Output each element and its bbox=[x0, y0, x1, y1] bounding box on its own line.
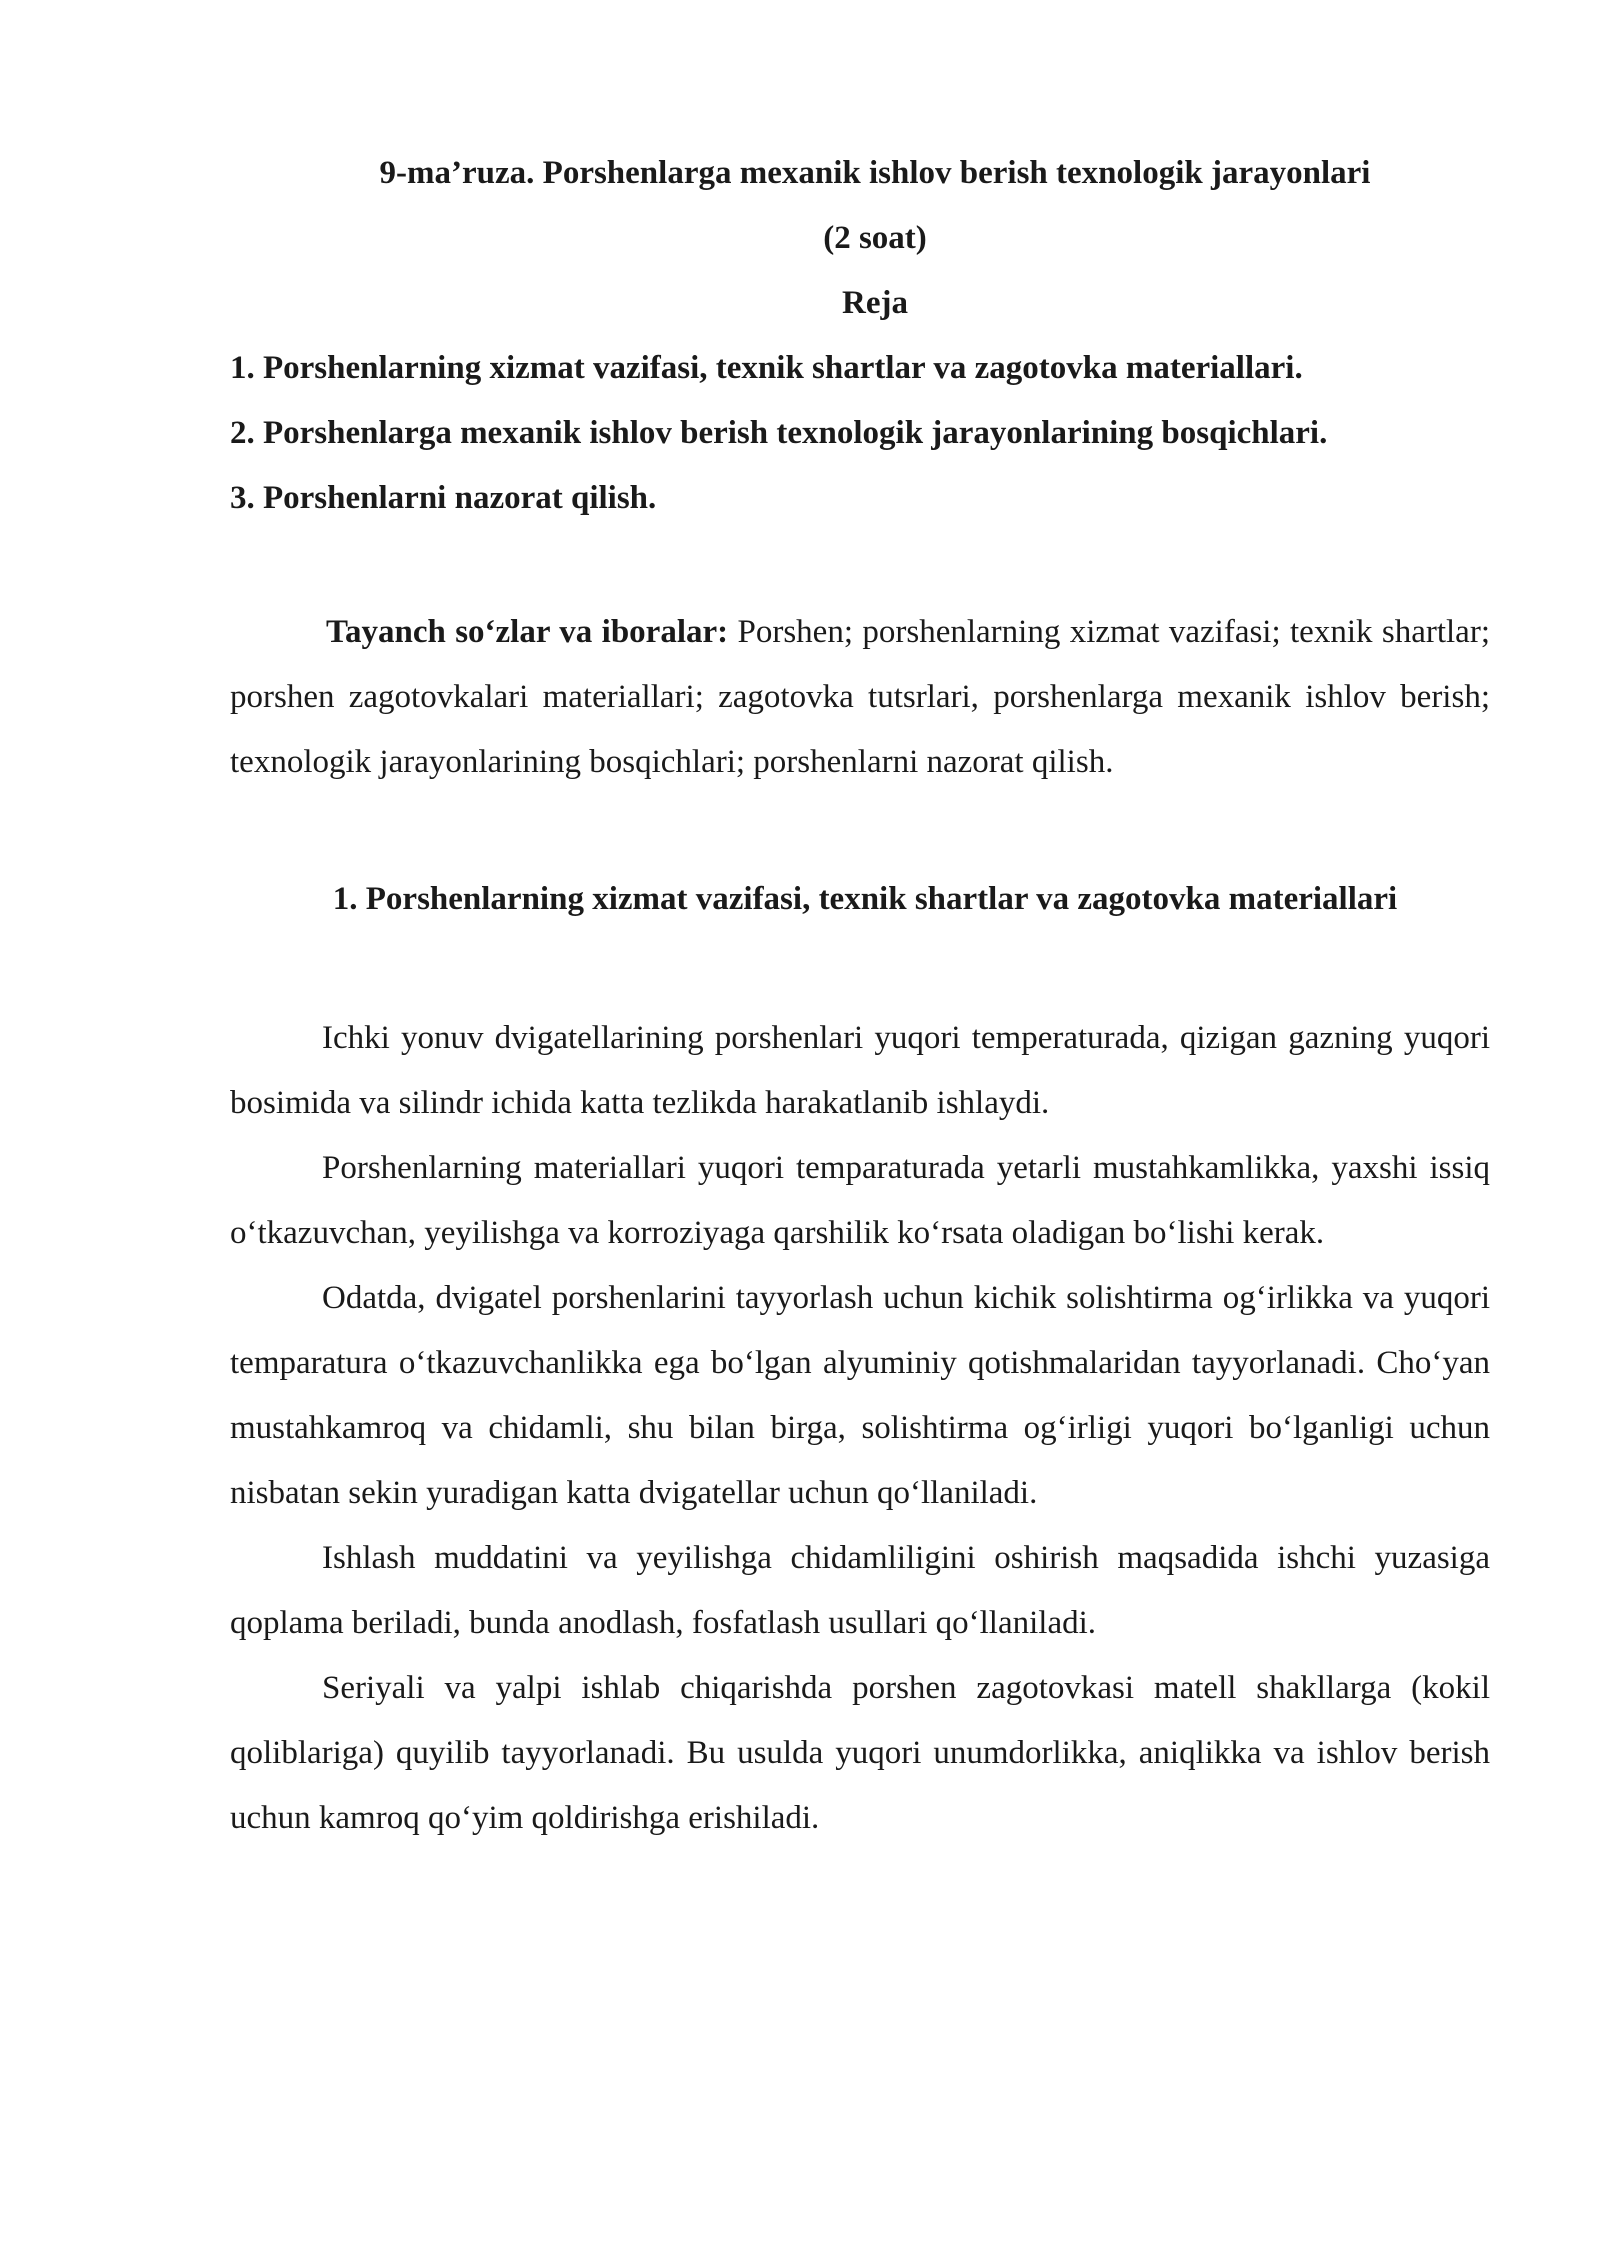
section-heading: 1. Porshenlarning xizmat vazifasi, texnik shartlar va zagotovka materiallari bbox=[332, 881, 1398, 917]
body-paragraph: Porshenlarning materiallari yuqori temparaturada yetarli mustahkamlikka, yaxshi issiq o‘tkazuvchan, yeyilishga va korroziyaga qarshilik ko‘rsata oladigan bo‘lishi kerak. bbox=[230, 1150, 1490, 1251]
keywords-label: Tayanch so‘zlar va iboralar: bbox=[326, 614, 729, 650]
section-body bbox=[230, 1006, 1490, 1851]
body-paragraph: Odatda, dvigatel porshenlarini tayyorlash uchun kichik solishtirma og‘irlikka va yuqori temparatura o‘tkazuvchanlikka ega bo‘lgan alyuminiy qotishmalaridan tayyorlanadi. Cho‘yan mustahkamroq va chidamli, shu bilan birga, solishtirma og‘irligi yuqori bo‘lganligi uchun nisbatan sekin yuradigan katta dvigatellar uchun qo‘llaniladi. bbox=[230, 1280, 1490, 1511]
body-paragraph: Seriyali va yalpi ishlab chiqarishda porshen zagotovkasi matell shakllarga (kokil qoliblariga) quyilib tayyorlanadi. Bu usulda yuqori unumdorlikka, aniqlikka va ishlov berish uchun kamroq qo‘yim qoldirishga erishiladi. bbox=[230, 1670, 1490, 1836]
lecture-hours: (2 soat) bbox=[823, 220, 927, 256]
lecture-title: 9-ma’ruza. Porshenlarga mexanik ishlov berish texnologik jarayonlari bbox=[379, 155, 1371, 191]
plan-list bbox=[230, 345, 1490, 521]
body-paragraph: Ichki yonuv dvigatellarining porshenlari yuqori temperaturada, qizigan gazning yuqori bosimida va silindr ichida katta tezlikda harakatlanib ishlaydi. bbox=[230, 1020, 1490, 1121]
keywords-paragraph bbox=[230, 600, 1490, 795]
document-page bbox=[230, 150, 1490, 1851]
keywords-text: Porshen; porshenlarning xizmat vazifasi; texnik shartlar; porshen zagotovkalari materiallari; zagotovka tutsrlari, porshenlarga mexanik ishlov berish; texnologik jarayonlarining bosqichlari; porshenlarni nazorat qilish. bbox=[230, 614, 1490, 780]
plan-item: 2. Porshenlarga mexanik ishlov berish texnologik jarayonlarining bosqichlari. bbox=[230, 415, 1328, 451]
plan-heading: Reja bbox=[842, 285, 908, 321]
plan-item: 3. Porshenlarni nazorat qilish. bbox=[230, 480, 657, 516]
body-paragraph: Ishlash muddatini va yeyilishga chidamliligini oshirish maqsadida ishchi yuzasiga qoplama beriladi, bunda anodlash, fosfatlash usullari qo‘llaniladi. bbox=[230, 1540, 1490, 1641]
plan-item: 1. Porshenlarning xizmat vazifasi, texnik shartlar va zagotovka materiallari. bbox=[230, 350, 1303, 386]
